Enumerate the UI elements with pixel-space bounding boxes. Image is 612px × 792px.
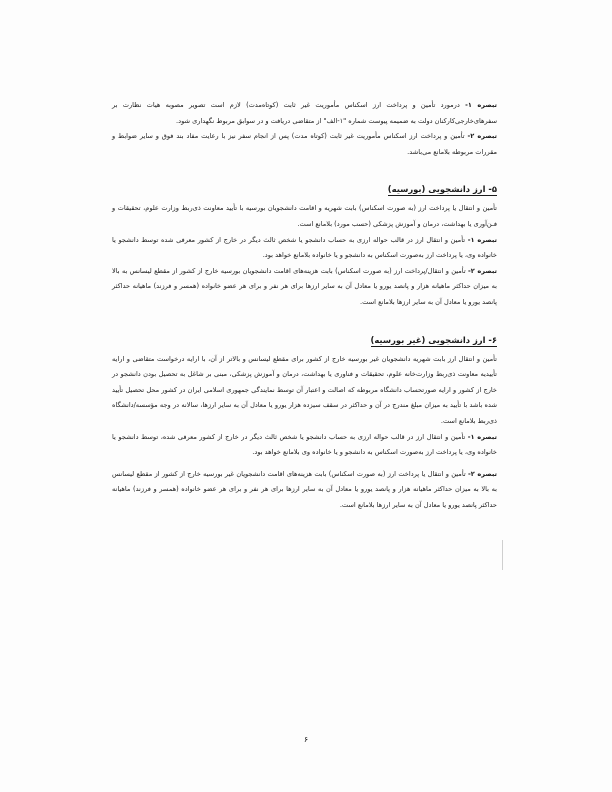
scan-artifact <box>502 540 503 570</box>
note-text: تأمین و پرداخت ارز اسکناس مأموریت غیر ثابت (کوتاه مدت) پس از انجام سفر نیز با رعایت مفاد بند فوق و سایر ضوابط و مقررات مربوطه بلامانع می‌باشد. <box>112 132 497 156</box>
section-note-2 <box>112 264 497 311</box>
intro-note-2 <box>112 129 497 160</box>
section-note-1 <box>112 430 497 461</box>
intro-note-1 <box>112 98 497 129</box>
section-title-non-sponsored-student <box>112 333 497 347</box>
document-body <box>112 98 497 513</box>
note-text: تأمین و انتقال یا پرداخت ارز (به صورت اسکناس) بابت هزینه‌های اقامت دانشجویان غیر بورسیه خارج از کشور از مقطع لیسانس به بالا به میزان حداکثر ماهیانه هزار و پانصد یورو یا معادل آن به سایر ارزها برای هر نفر و برای هر عضو خانواده (همسر و فرزند) ماهیانه حداکثر پانصد یورو یا معادل آن به سایر ارزها بلامانع است. <box>112 469 497 509</box>
note-label: تبصره ۱- <box>465 101 497 109</box>
section-body: تأمین و انتقال یا پرداخت ارز (به صورت اسکناس) بابت شهریه و اقامت دانشجویان بورسیه با تأیید معاونت ذی‌ربط وزارت علوم، تحقیقات و فـن‌آوری یا بهداشت، درمان و آموزش پزشکی (حسب مورد) بلامانع است. <box>112 204 497 228</box>
note-label: تبصره ۲- <box>467 132 497 141</box>
note-text: تأمین و انتقال ارز در قالب حواله ارزی به حساب دانشجو یا شخص ثالث دیگر در خارج از کشور معرفی شده، توسط دانشجو یا خانواده وی، یا پرداخت ارز به‌صورت اسکناس به دانشجو و یا خانواده وی بلامانع خواهد بود. <box>112 432 497 457</box>
note-label: تبصره ۲- <box>468 266 497 275</box>
section-title-sponsored-student <box>112 182 497 196</box>
section-title-text: ۶- ارز دانشجویی (غیر بورسیه) <box>370 334 497 345</box>
note-label: تبصره ۲- <box>468 469 497 478</box>
note-text: تأمین و انتقال ارز در قالب حواله ارزی به حساب دانشجو یا شخص ثالث دیگر در خارج از کشور معرفی شده توسط دانشجو یا خانواده وی، یا پرداخت ارز به‌صورت اسکناس به دانشجو و یا خانواده بلامانع خواهد بود. <box>112 235 497 260</box>
note-label: تبصره ۱- <box>467 235 497 244</box>
note-text: تأمین و انتقال/پرداخت ارز (به صورت اسکناس) بابت هزینه‌های اقامت دانشجویان بورسیه خارج از کشور از مقطع لیسانس به بالا به میزان حداکثر ماهیانه هزار و پانصد یورو یا معادل آن به سایر ارزها برای هر نفر و برای هر عضو خانواده (همسر و فرزند) ماهیانه حداکثر پانصد یورو یا معادل آن به سایر ارزها بلامانع است. <box>112 266 497 306</box>
note-label: تبصره ۱- <box>467 432 497 441</box>
section-title-text: ۵- ارز دانشجویی (بورسیه) <box>387 184 497 195</box>
page-number: ۶ <box>303 735 309 744</box>
note-text: درمورد تأمین و پرداخت ارز اسکناس مأموریت غیر ثابت (کوتاه‌مدت) لازم است تصویر مصوبه هیات نظارت بر سفرهای‌خارجی‌کارکنان دولت به ضمیمه پیوست شماره "۱-الف" از متقاضی دریافت و در سوابق مربوط نگهداری شود. <box>112 101 497 125</box>
section-body: تأمین و انتقال ارز بابت شهریه دانشجویان غیر بورسیه خارج از کشور برای مقطع لیسانس و بالاتر از آن، با ارایه درخواست متقاضی و ارایه تأییدیه معاونت ذی‌ربط وزارت‌خانه علوم، تحقیقات و فناوری یا بهداشت، درمان و آموزش پزشکی، مبنی بر شاغل به تحصیل بودن دانشجو در خارج از کشور و ارایه صورتحساب دانشگاه مربوطه که اصالت و اعتبار آن توسط نمایندگی جمهوری اسلامی ایران در کشور محل تحصیل تأیید شده باشد با تأیید به میزان مبلغ مندرج در آن و حداکثر در سقف سیزده هزار یورو یا معادل آن به سایر ارزها، سالانه در وجه مؤسسه/دانشگاه ذی‌ربط بلامانع است. <box>112 354 497 425</box>
section-note-1 <box>112 233 497 264</box>
section-note-2 <box>112 467 497 514</box>
